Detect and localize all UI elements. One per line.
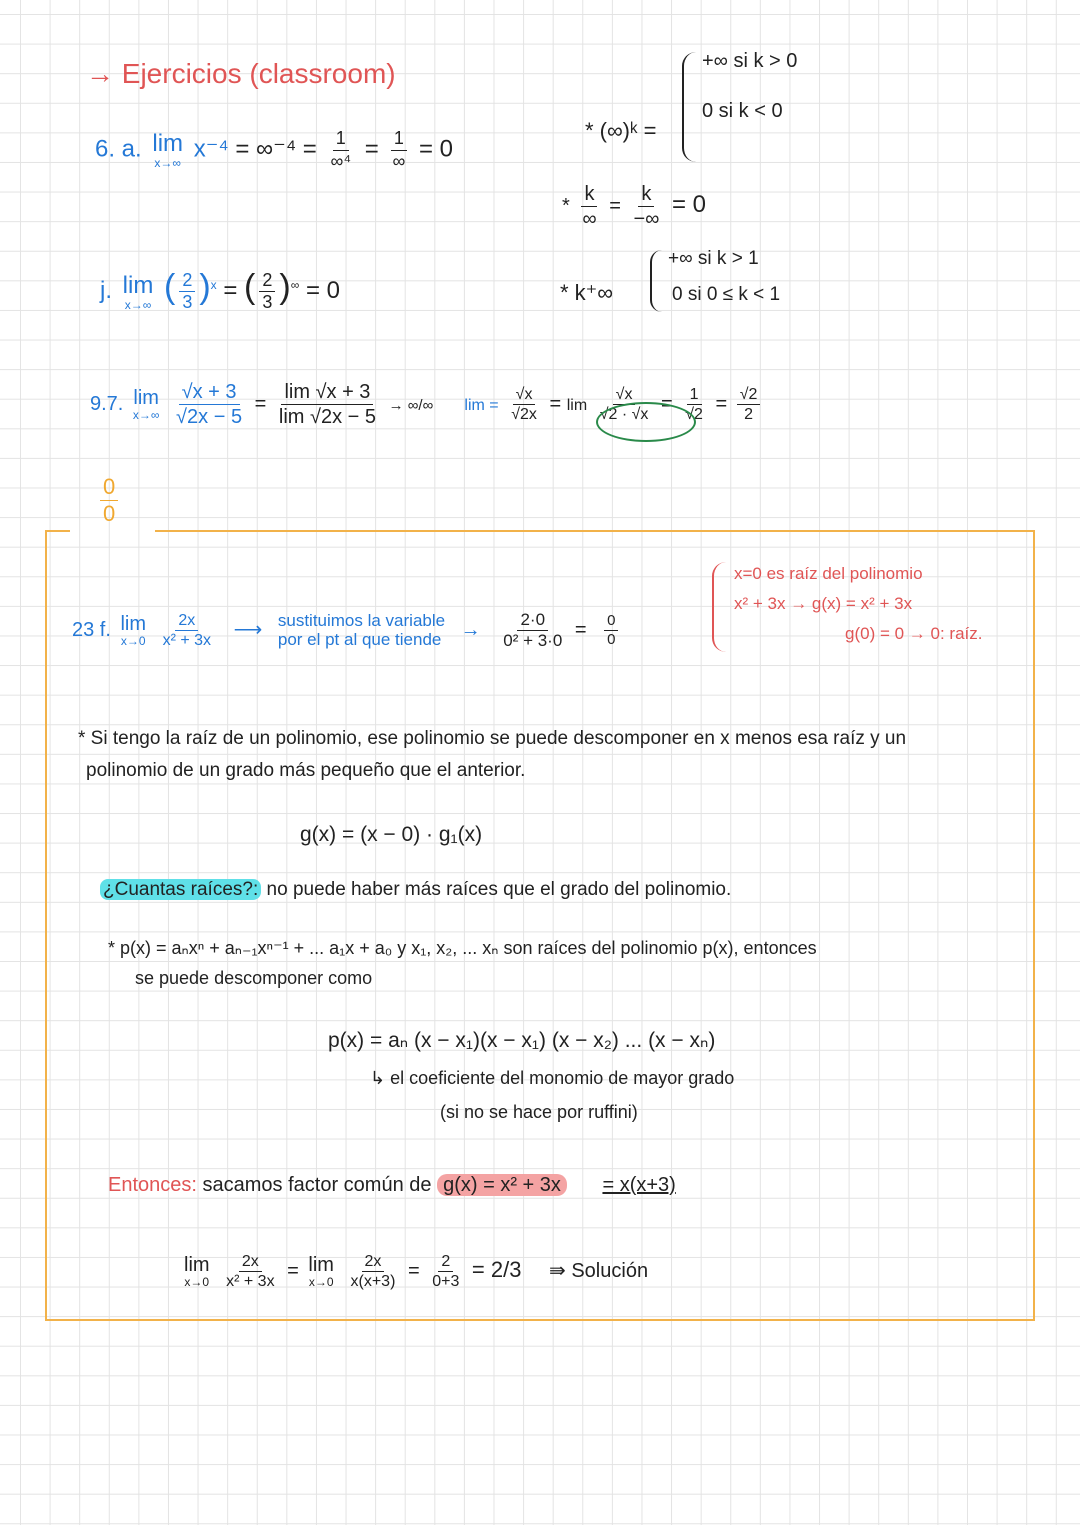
equals: = [287,1259,299,1282]
equals: = [364,135,379,163]
result: = 0 [418,135,453,163]
numerator: 2 [259,270,275,293]
result: = 2/3 [471,1256,522,1282]
box-top-border [155,530,1033,532]
exercise-23f [72,610,622,652]
fraction [508,385,540,424]
lim-text: lim [133,387,159,409]
case: +∞ si k > 0 [702,50,798,72]
final-computation [180,1252,648,1291]
fraction [179,270,195,314]
brace [650,250,662,312]
equals: = [254,392,267,415]
exercise-j: j. lim x→∞ ( $\frac{2}{3}$ )$^x$ = ( $\frac{2}{3}$ )∞ = 0 [100,268,340,313]
fraction [223,1252,277,1291]
lim-sub: x→0 [308,1275,334,1290]
denominator: x² + 3x [162,632,212,650]
numerator: k [638,182,654,207]
denominator: ∞ [392,150,406,171]
equals: = [609,194,621,217]
note-line: por el pt al que tiende [277,629,442,649]
paragraph-line: * p(x) = aₙxⁿ + aₙ₋₁xⁿ⁻¹ + ... a₁x + a₀ y x₁, x₂, ... xₙ son raíces del polinomio p(x), entonces [108,938,817,958]
exercise-label: 23 f. [72,619,111,642]
rule-k-over-inf [562,182,706,231]
equals: = [715,392,728,415]
fraction [737,385,761,424]
case: 0 si 0 ≤ k < 1 [672,284,781,305]
exponent: ∞ [290,278,300,292]
fraction [604,612,618,649]
numerator: 2x [175,611,198,631]
numerator: 1 [687,385,702,405]
solution-label: ⇛ Solución [549,1259,649,1282]
equals: = [549,392,562,415]
denominator: ∞⁴ [330,150,352,171]
fraction [276,380,379,429]
equals: = [660,392,673,415]
numerator: 2·0 [517,610,548,631]
lim-text: lim [566,396,588,414]
lim-sub: x→∞ [124,297,152,312]
case: +∞ si k > 1 [668,248,759,269]
arrow-note: → ∞/∞ [388,396,434,414]
numerator: 2 [179,270,195,293]
denominator: x(x+3) [350,1273,396,1291]
lim-sub: x→0 [184,1275,210,1290]
exercise-6a [95,128,453,172]
lim-text: lim [122,271,154,299]
case: 0 si k < 0 [702,100,783,122]
numerator: lim √x + 3 [281,380,373,405]
numerator: √x + 3 [179,380,240,405]
note [278,612,445,649]
highlighted-question: ¿Cuantas raíces?: [100,879,261,900]
text: sacamos factor común de [202,1174,432,1196]
side-note-line: x² + 3x → g(x) = x² + 3x [734,594,913,613]
numerator: 1 [333,128,349,151]
result: = 0 [671,190,706,218]
numerator: 2x [239,1252,262,1272]
fraction [259,270,275,314]
numerator: 0 [100,474,118,501]
numerator: k [581,182,597,207]
denominator: −∞ [633,208,660,230]
lim-text: lim [120,613,147,636]
rule-k-power-inf: * k⁺∞ [560,280,613,305]
ruffini-note: (si no se hace por ruffini) [440,1102,638,1122]
limit [120,613,146,648]
box-top-border [45,530,70,532]
lim-text: lim = [464,396,499,414]
denominator: 0² + 3·0 [503,631,563,651]
brace [712,562,726,652]
denominator: 3 [182,292,193,313]
denominator: √2 · √x [599,406,649,423]
denominator: √2x − 5 [176,406,243,428]
denominator: √2x [511,406,537,423]
fraction [579,182,599,231]
paragraph-line: polinomio de un grado más pequeño que el anterior. [86,760,526,781]
limit [133,387,160,422]
numerator: 0 [604,612,618,631]
result: = x(x+3) [602,1174,676,1196]
exponent: x [210,278,217,292]
label: Entonces: [108,1174,197,1196]
gx-formula: g(x) = (x − 0) · g₁(x) [300,823,483,846]
equals: = [407,1259,420,1282]
note-line: sustituimos la variable [277,611,446,631]
denominator: √2 [685,406,703,423]
numerator: √x [613,385,636,405]
exercise-label: 6. a. [95,135,142,163]
denominator: 0 [103,501,116,527]
entonces-line [108,1174,676,1197]
exercise-label: 9.7. [90,392,124,415]
lim-sub: x→0 [120,634,146,649]
brace [682,52,696,162]
side-note-line: g(0) = 0 → 0: raíz. [845,624,983,643]
numerator: 1 [391,128,407,151]
denominator: 0+3 [432,1273,460,1291]
arrow-icon: → [460,619,481,642]
fraction [348,1252,399,1291]
step: = ∞⁻⁴ = [235,135,317,163]
lim-sub: x→∞ [132,408,160,422]
fraction [389,128,408,172]
lim-sub: x→∞ [154,156,181,171]
numerator: √x [513,385,536,405]
cuantas-raices [100,879,731,901]
equals: = [574,619,587,642]
denominator: lim √2x − 5 [278,406,376,428]
limit [123,272,154,312]
denominator: ∞ [582,208,597,230]
lim-text: lim [152,130,184,158]
section-title: → Ejercicios (classroom) [86,58,396,89]
lim-text: lim [308,1254,334,1277]
exercise-label: j. [100,277,112,304]
equals: = [223,277,238,304]
fraction [500,610,565,652]
paragraph-line: se puede descomponer como [135,968,373,988]
coef-note: ↳ el coeficiente del monomio de mayor grado [370,1068,735,1088]
denominator: 0 [607,631,616,649]
numerator: √2 [737,385,761,405]
px-factorization: p(x) = aₙ (x − x₁)(x − x₁) (x − x₂) ... (x − xₙ) [328,1029,716,1052]
paragraph-line: * Si tengo la raíz de un polinomio, ese polinomio se puede descomponer en x menos esa raíz y un [78,728,907,749]
fraction [630,182,662,231]
lim-text: lim [184,1254,210,1277]
fraction [328,128,355,172]
bullet: * [562,194,570,217]
denominator: 2 [744,406,754,423]
fraction [429,1252,462,1291]
numerator: 2 [438,1252,453,1272]
denominator: x² + 3x [226,1273,275,1291]
arrow-icon: ⟶ [233,619,263,642]
expression: x⁻⁴ [193,135,229,163]
limit [184,1254,210,1289]
answer: no puede haber más raíces que el grado del polinomio. [266,879,732,900]
denominator: 3 [262,292,273,313]
numerator: 2x [362,1252,385,1272]
highlight-circle [596,402,696,442]
fraction [100,474,118,528]
result: = 0 [305,277,340,304]
fraction [160,611,214,650]
fraction [173,380,245,429]
indeterminate-form [96,474,122,528]
highlighted-formula: g(x) = x² + 3x [437,1174,567,1196]
rule-inf-power: * (∞)ᵏ = [585,118,657,143]
limit [152,130,183,170]
side-note-line: x=0 es raíz del polinomio [734,564,923,583]
limit [308,1254,334,1289]
